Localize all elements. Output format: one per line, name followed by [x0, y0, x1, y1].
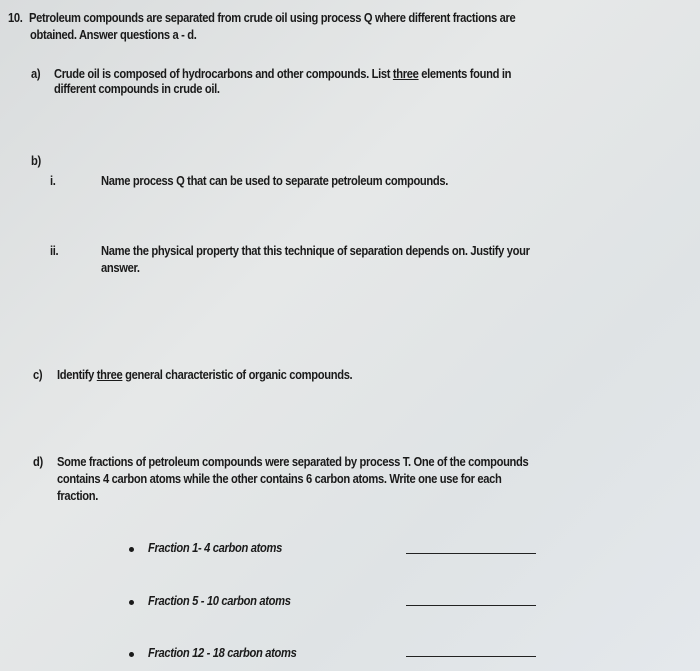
fraction-1-answer-line[interactable]: [406, 553, 536, 554]
part-c-text-end: general characteristic of organic compounds.: [122, 367, 353, 382]
part-d-line3: fraction.: [57, 488, 99, 503]
fraction-1-label: Fraction 1- 4 carbon atoms: [148, 540, 282, 555]
fraction-3-label: Fraction 12 - 18 carbon atoms: [148, 645, 297, 660]
question-intro-line1: Petroleum compounds are separated from crude oil using process Q where different fractions are: [29, 10, 516, 25]
fraction-3-answer-line[interactable]: [406, 656, 536, 657]
part-c-text-start: Identify: [57, 367, 97, 382]
part-a-text-end: elements found in: [418, 66, 512, 81]
part-b-ii-line2: answer.: [101, 260, 140, 275]
part-c-label: c): [33, 367, 43, 382]
part-a-text: Crude oil is composed of hydrocarbons and other compounds. List: [54, 66, 393, 81]
question-intro-line2: obtained. Answer questions a - d.: [30, 27, 197, 42]
part-a-emphasis: three: [392, 66, 419, 81]
fraction-2-label: Fraction 5 - 10 carbon atoms: [148, 593, 291, 608]
part-a-line1: [54, 66, 511, 81]
bullet-icon: [129, 600, 134, 605]
part-c-text: [57, 367, 352, 382]
part-c-emphasis: three: [96, 367, 123, 382]
part-b-label: b): [31, 153, 41, 168]
part-b-i-label: i.: [50, 173, 56, 188]
part-b-ii-label: ii.: [50, 243, 59, 258]
part-d-line2: contains 4 carbon atoms while the other contains 6 carbon atoms. Write one use for each: [57, 471, 502, 486]
bullet-icon: [129, 652, 134, 657]
fraction-2-answer-line[interactable]: [406, 605, 536, 606]
part-b-i-text: Name process Q that can be used to separate petroleum compounds.: [101, 173, 449, 188]
question-number: 10.: [8, 10, 23, 25]
part-b-ii-line1: Name the physical property that this technique of separation depends on. Justify your: [101, 243, 530, 258]
bullet-icon: [129, 547, 134, 552]
part-a-line2: different compounds in crude oil.: [54, 81, 220, 96]
part-a-label: a): [31, 66, 41, 81]
part-d-label: d): [33, 454, 43, 469]
part-d-line1: Some fractions of petroleum compounds were separated by process T. One of the compounds: [57, 454, 529, 469]
